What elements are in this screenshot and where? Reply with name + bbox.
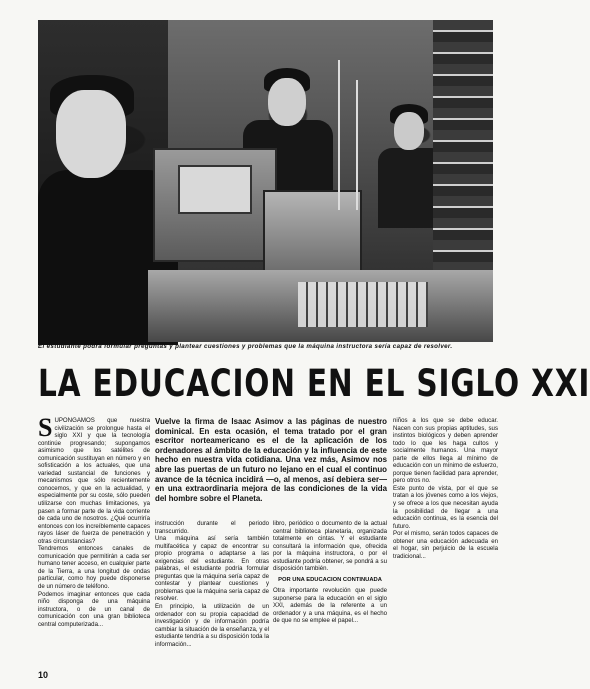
paragraph: instrucción durante el periodo transcurrido.: [155, 520, 269, 535]
photo-caption: El estudiante podrá formular preguntas y plantear cuestiones y problemas que la máquina instructora sería capaz de resolver.: [38, 343, 453, 350]
paragraph: Tendremos entonces canales de comunicación que permitirán a cada ser humano tener acceso, en cualquier parte de la Tierra, a una longitud de ondas particular, como hoy puede disponerse de un número de teléfono.: [38, 545, 150, 591]
paragraph: Este punto de vista, por el que se tratan a los jóvenes como a los viejos, y se ofrece a los que necesitan ayuda la posibilidad de llegar a una educación continua, es la esencia del futuro.: [393, 484, 498, 530]
antenna-wire: [356, 80, 358, 210]
paragraph: Por el mismo, serán todos capaces de obtener una educación adecuada en el hogar, sin perjuicio de la escuela tradicional...: [393, 530, 498, 560]
article-lead: Vuelve la firma de Isaac Asimov a las páginas de nuestro dominical. En esta ocasión, el tema tratado por el gran escritor norteamericano es el de la aplicación de los ordenadores al ámbito de la educación y la influencia de este hecho en nuestra vida cotidiana. Una vez más, Asimov nos abre las puertas de un futuro no lejano en el cual el continuo avance de la técnica incidirá —o, al menos, así debiera ser— en una extraordinaria mejora de las condiciones de la vida del hombre sobre el Planeta.: [155, 417, 387, 503]
paragraph: Otra importante revolución que puede suponerse para la educación en el siglo XXI, además de la referente a un ordenador y a una máquina, es el hecho de que no se emplee el papel...: [273, 587, 387, 625]
drop-cap: S: [38, 413, 53, 442]
section-subhead: POR UNA EDUCACION CONTINUADA: [278, 576, 382, 583]
oscilloscope: [263, 190, 362, 274]
paragraph: Podemos imaginar entonces que cada niño disponga de una máquina instructora, o de un canal de comunicación con una gran biblioteca central computerizada...: [38, 590, 150, 628]
column-4: [393, 417, 498, 672]
paragraph: En principio, la utilización de un ordenador con su propia capacidad de investigación y de información podría cambiar la situación de la enseñanza, y el estudiante tendría a su disposición toda la información...: [155, 603, 269, 648]
paragraph: libro, periódico o documento de la actual central biblioteca planetaria, organizada totalmente en cintas. Y el estudiante consultará la información que, ofrecida por la máquina instructora, o por el estudiante podría obtener, se pondrá a su disposición también.: [273, 520, 387, 573]
page-number: 10: [38, 670, 49, 680]
student-2-face: [268, 78, 306, 126]
antenna-wire: [338, 60, 340, 210]
paragraph: [38, 413, 150, 545]
headline: LA EDUCACION EN EL SIGLO XXI: [38, 362, 590, 405]
machine-screen: [178, 165, 252, 214]
student-1-face: [56, 90, 126, 178]
keyboard: [298, 282, 428, 327]
column-3: [273, 520, 387, 670]
column-1: [38, 413, 150, 667]
paragraph: niños a los que se debe educar. Nacen con sus propias aptitudes, sus instintos biológicos y deben aprender todo lo que les haga cultos y socialmente humanos. Una mayor parte de ellos llega al mínimo de educación con un mínimo de esfuerzo, porque tienen facilidad para aprender, pero otros no.: [393, 417, 498, 485]
column-2: [155, 520, 269, 670]
student-3-face: [394, 112, 424, 150]
hero-photo: [38, 20, 493, 342]
paragraph: Una máquina así sería también multifacética y capaz de encontrar su propio programa o adaptarse a las exigencias del estudiante. En otras palabras, el estudiante podría formular preguntas que la máquina sería capaz de contestar y plantear cuestiones y problemas que la máquina sería capaz de resolver.: [155, 535, 269, 603]
paragraph-text: UPONGAMOS que nuestra civilización se prolongue hasta el siglo XXI y que la tecnología continúe progresando; supongamos asimismo que los satélites de comunicación sustituyan en número y en sofisticación a los actuales, que una variedad sustancial de funciones y mecanismos que sólo recientemente conocemos, y que en la actualidad, y especialmente por su coste, sólo pueden utilizarse con muchas limitaciones, ya pasen a formar parte de la vida corriente de cada uno de nosotros. ¿Qué ocurriría entonces con los increíblemente capaces rayos láser de fuerza de penetración y otras circunstancias?: [38, 417, 150, 545]
